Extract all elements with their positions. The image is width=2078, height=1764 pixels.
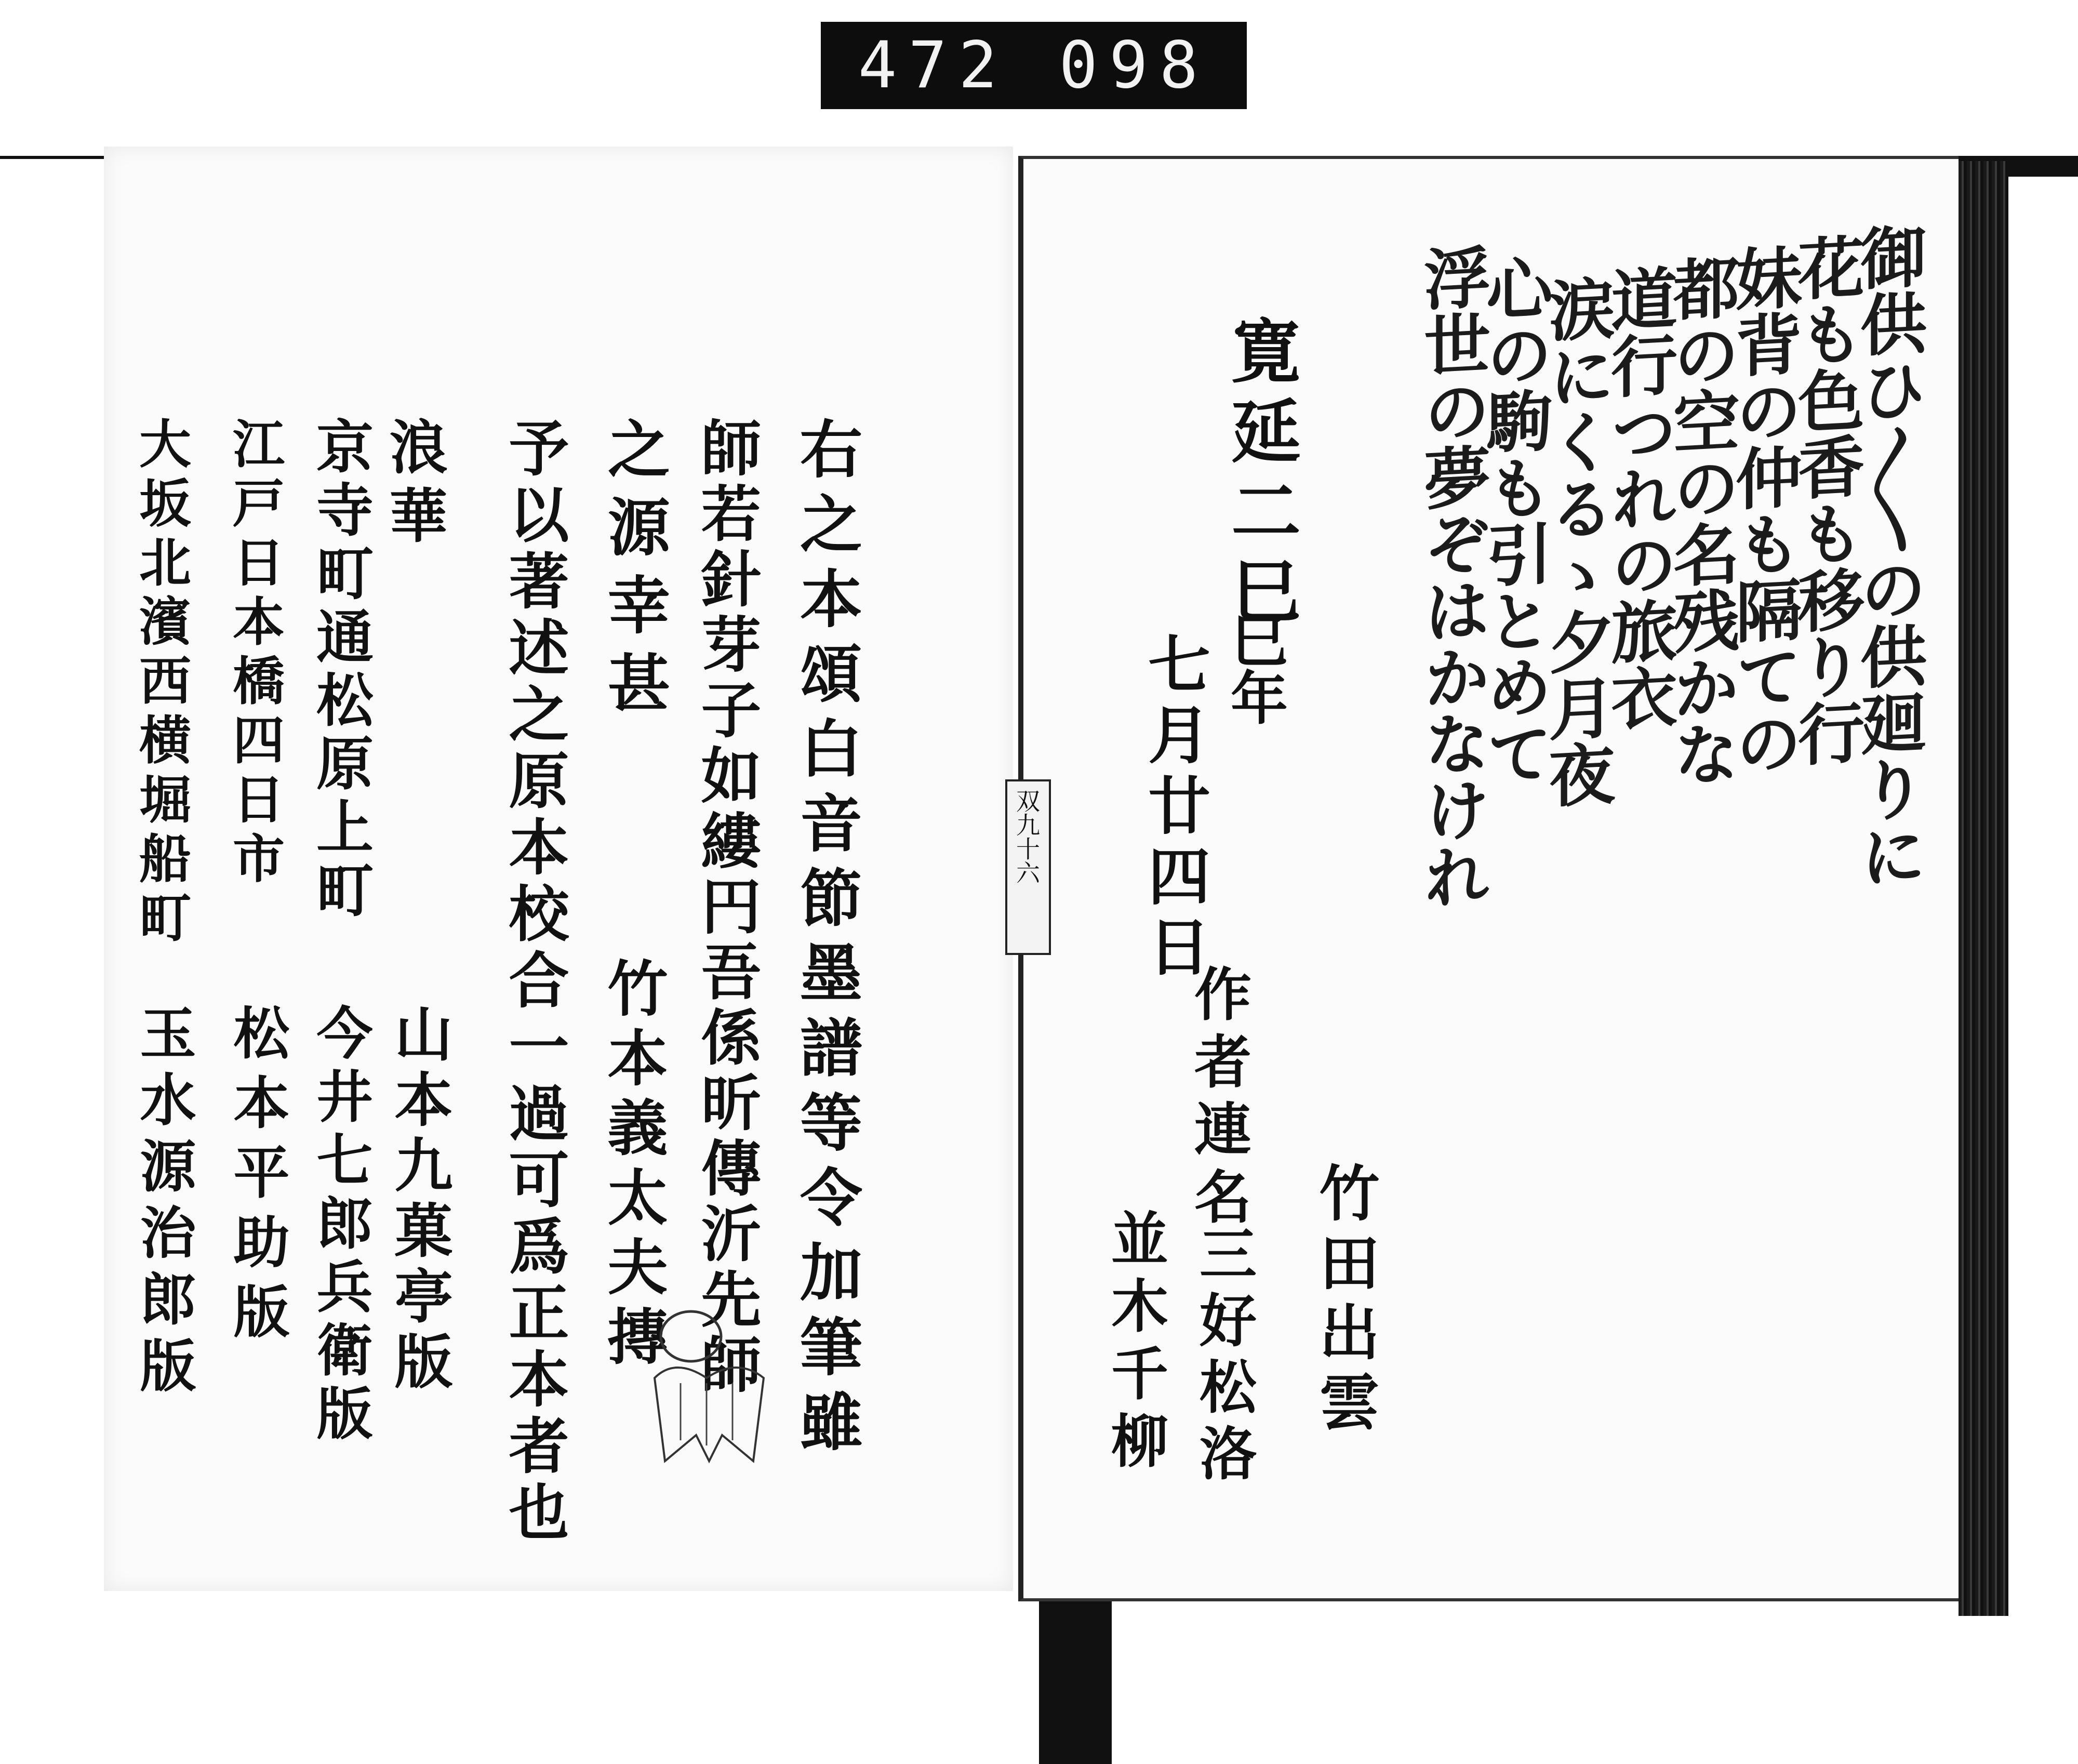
lyric-column-7: 心の駒も引とめて bbox=[1475, 253, 1553, 789]
author-2: 三好松洛 bbox=[1190, 1224, 1257, 1490]
publisher-1-name: 山本九菓亭版 bbox=[385, 1004, 453, 1397]
colophon-line-4: 竹本義太夫摶 bbox=[597, 957, 668, 1375]
year-sign: 巳年 bbox=[1221, 611, 1288, 725]
author-1: 竹田出雲 bbox=[1309, 1162, 1380, 1440]
left-page bbox=[104, 147, 1013, 1591]
scanner-top-line bbox=[0, 156, 104, 159]
lyric-column-6: 涙にくるゝ夕月夜 bbox=[1537, 273, 1615, 810]
margin-tab bbox=[1005, 779, 1051, 955]
publisher-2-address: 江戸日本橋四日市 bbox=[224, 417, 285, 891]
colophon-line-3: 之源幸甚 bbox=[597, 417, 671, 728]
lyric-column-3: 妹背の仲も隔ての bbox=[1724, 242, 1802, 778]
lyric-block bbox=[1413, 221, 1927, 1548]
lyric-column-4: 都の空の名残かな bbox=[1662, 253, 1740, 789]
era-date: 寛延二巳 bbox=[1220, 315, 1302, 635]
publisher-3-name: 松本平助版 bbox=[224, 1004, 289, 1352]
publisher-4-address: 大坂北濱西横堀船町 bbox=[130, 417, 192, 950]
colophon-line-1: 右之本頌白音節墨譜等令加筆雖 bbox=[790, 417, 863, 1464]
author-3: 並木千柳 bbox=[1102, 1209, 1169, 1479]
authors-label: 作者連名 bbox=[1185, 964, 1252, 1235]
lyric-column-5: 道行つれの旅衣 bbox=[1600, 263, 1677, 733]
frame-number-label: 472 098 bbox=[821, 22, 1247, 109]
book-spine-edge bbox=[1959, 161, 2008, 1616]
publisher-1-address: 京寺町通松原上町 bbox=[307, 417, 374, 924]
performance-date: 七月廿四日 bbox=[1138, 632, 1211, 985]
colophon-line-2: 師若針芽子如縷円吾係昕傳沂先師 bbox=[691, 417, 762, 1399]
colophon-line-5: 予以著述之原本校合一過可爲正本者也 bbox=[499, 417, 569, 1547]
lyric-column-1: 御供ひ〳〵の供廻りに bbox=[1849, 221, 1927, 891]
publisher-city: 浪華 bbox=[380, 417, 448, 554]
seal-stamp bbox=[644, 1305, 774, 1466]
publisher-2-name: 今井七郎兵衛版 bbox=[307, 1004, 372, 1448]
publisher-4-name: 玉水源治郎版 bbox=[130, 1004, 196, 1403]
book-spine-bottom bbox=[1039, 1598, 1112, 1764]
margin-tab-label: 双九十六 bbox=[1013, 789, 1041, 884]
lyric-column-2: 花も色香も移り行 bbox=[1787, 232, 1864, 768]
lyric-column-8: 浮世の夢ぞはかなけれ bbox=[1413, 242, 1490, 911]
